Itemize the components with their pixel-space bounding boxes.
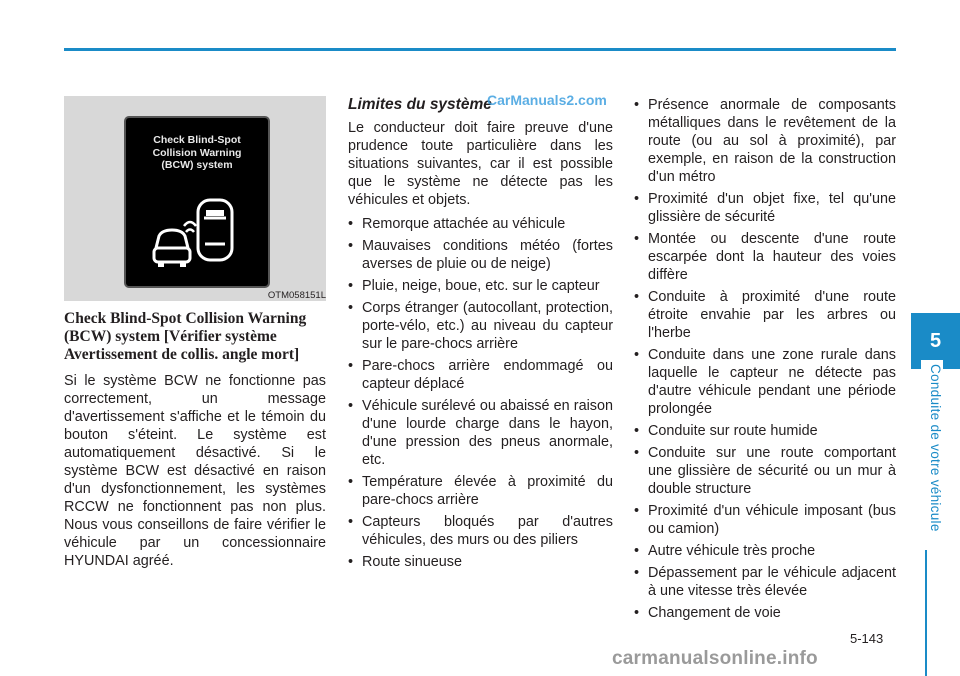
list-item: • Changement de voie [634, 604, 896, 622]
watermark-top: CarManuals2.com [487, 92, 607, 108]
column-3 [634, 96, 896, 626]
list-item: • Température élevée à proximité du pare-chocs arrière [348, 473, 613, 509]
display-line-2: Collision Warning [152, 146, 242, 159]
list-item: • Mauvaises conditions météo (fortes averses de pluie ou de neige) [348, 237, 613, 273]
chapter-number-tab: 5 [911, 313, 960, 369]
limits-intro: Le conducteur doit faire preuve d'une prudence toute particulière dans les situations suivantes, car il est possible que le système ne détecte pas les véhicules et objets. [348, 120, 613, 208]
column-1 [64, 310, 326, 576]
chapter-title: Conduite de votre véhicule [921, 360, 943, 550]
limits-list-a [348, 215, 613, 571]
limits-list-b [634, 96, 896, 622]
list-item: • Véhicule surélevé ou abaissé en raison d'une lourde charge dans le hayon, d'une pression des pneus anormale, etc. [348, 397, 613, 469]
list-item: • Proximité d'un objet fixe, tel qu'une glissière de sécurité [634, 190, 896, 226]
list-item: • Pluie, neige, boue, etc. sur le capteur [348, 277, 613, 295]
display-line-3: (BCW) system [161, 159, 233, 171]
list-item: • Remorque attachée au véhicule [348, 215, 613, 233]
list-item: • Pare-chocs arrière endommagé ou capteur déplacé [348, 357, 613, 393]
list-item: • Dépassement par le véhicule adjacent à une vitesse très élevée [634, 564, 896, 600]
list-item: • Conduite à proximité d'une route étroite envahie par les arbres ou l'herbe [634, 288, 896, 342]
display-line-1: Check Blind-Spot [153, 134, 241, 146]
list-item: • Montée ou descente d'une route escarpée dont la hauteur des voies diffère [634, 230, 896, 284]
figure-code: OTM058151L [267, 290, 326, 301]
page-number: 5-143 [850, 631, 884, 646]
list-item: • Présence anormale de composants métalliques dans le revêtement de la route (ou au sol à proximité), par exemple, en raison de la construction d'un métro [634, 96, 896, 186]
list-item: • Capteurs bloqués par d'autres véhicules, des murs ou des piliers [348, 513, 613, 549]
watermark-bottom: carmanualsonline.info [612, 648, 818, 669]
list-item: • Proximité d'un véhicule imposant (bus ou camion) [634, 502, 896, 538]
list-item: • Autre véhicule très proche [634, 542, 896, 560]
section-body: Si le système BCW ne fonctionne pas correctement, un message d'avertissement s'affiche et le témoin du bouton s'éteint. Le système est automatiquement désactivé. Si le système BCW est désactivé en raison d'un dysfonctionnement, les systèmes RCCW ne fonctionnent pas non plus. Nous vous conseillons de faire vérifier le véhicule par un concessionnaire HYUNDAI agréé. [64, 373, 326, 569]
list-item: • Corps étranger (autocollant, protection, porte-vélo, etc.) au niveau du capteur sur le pare-chocs arrière [348, 299, 613, 353]
section-title: Check Blind-Spot Collision Warning (BCW) system [Vérifier système Avertissement de collis. angle mort] [64, 310, 307, 363]
column-2 [348, 96, 613, 575]
list-item: • Conduite dans une zone rurale dans laquelle le capteur ne détecte pas d'autre véhicule pendant une période prolongée [634, 346, 896, 418]
list-item: • Conduite sur une route comportant une glissière de sécurité ou un mur à double structure [634, 444, 896, 498]
list-item: • Conduite sur route humide [634, 422, 896, 440]
limits-title: Limites du système [348, 96, 492, 113]
list-item: • Route sinueuse [348, 553, 613, 571]
